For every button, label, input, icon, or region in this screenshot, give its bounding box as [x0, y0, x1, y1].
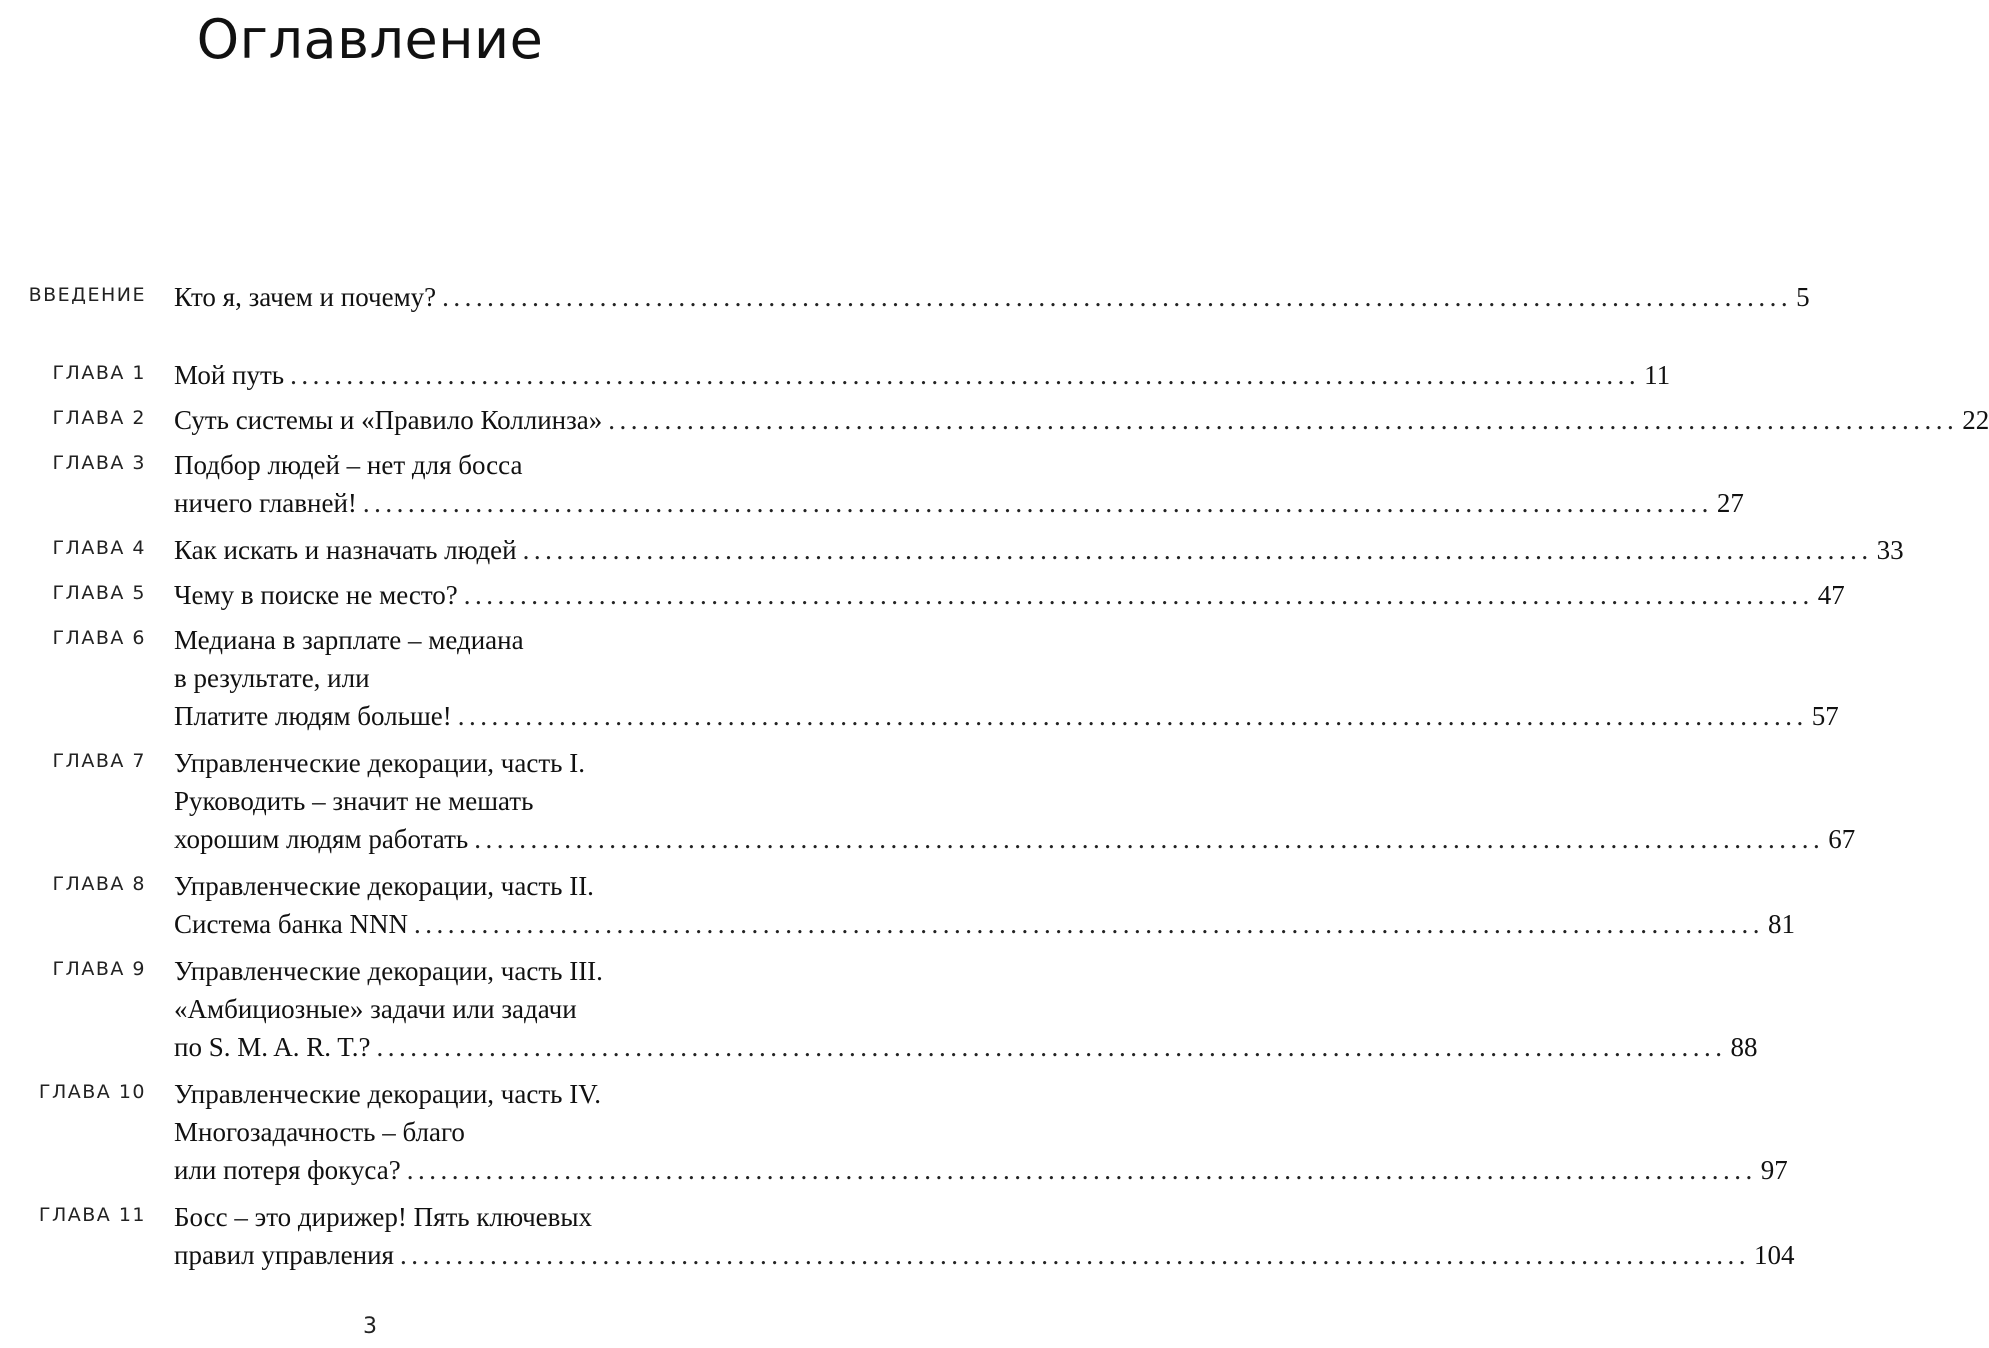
chapter-label: ВВЕДЕНИЕ	[28, 284, 146, 306]
chapter-title-line: Платите людям больше!	[174, 701, 452, 731]
chapter-title-line: Медиана в зарплате – медиана	[174, 625, 524, 655]
chapter-title-line: «Амбициозные» задачи или задачи	[174, 994, 577, 1024]
dot-leader: ........................................................................................................................	[290, 360, 1641, 390]
chapter-label: ГЛАВА 7	[52, 750, 146, 772]
chapter-title-line: по S. M. A. R. T.?	[174, 1032, 371, 1062]
chapter-label: ГЛАВА 5	[52, 582, 146, 604]
chapter-title-line: Управленческие декорации, часть III.	[174, 956, 603, 986]
chapter-title	[174, 952, 1758, 1066]
chapter-title-line: Управленческие декорации, часть II.	[174, 871, 594, 901]
dot-leader: ........................................................................................................................	[376, 1032, 1727, 1062]
chapter-label: ГЛАВА 11	[38, 1204, 146, 1226]
dot-leader: ........................................................................................................................	[608, 405, 1959, 435]
chapter-title	[174, 1075, 1788, 1189]
dot-leader: ........................................................................................................................	[399, 1240, 1750, 1270]
chapter-title-line: ничего главней!	[174, 488, 357, 518]
dot-leader: ........................................................................................................................	[406, 1155, 1757, 1185]
chapter-title	[174, 576, 1845, 614]
chapter-page-number: 33	[1876, 535, 1904, 565]
chapter-title-line: Управленческие декорации, часть IV.	[174, 1079, 601, 1109]
chapter-title-line: Многозадачность – благо	[174, 1117, 465, 1147]
chapter-title-line: Руководить – значит не мешать	[174, 786, 534, 816]
chapter-title-line: хорошим людям работать	[174, 824, 469, 854]
chapter-label: ГЛАВА 9	[52, 958, 146, 980]
chapter-page-number: 88	[1730, 1032, 1758, 1062]
chapter-page-number: 81	[1767, 909, 1795, 939]
chapter-title	[174, 867, 1795, 943]
chapter-page-number: 47	[1817, 580, 1845, 610]
chapter-title	[174, 356, 1671, 394]
chapter-title-line: или потеря фокуса?	[174, 1155, 401, 1185]
chapter-title-line: Подбор людей – нет для босса	[174, 450, 523, 480]
chapter-page-number: 27	[1716, 488, 1744, 518]
chapter-title-line: Мой путь	[174, 360, 285, 390]
dot-leader: ........................................................................................................................	[463, 580, 1814, 610]
chapter-page-number: 57	[1811, 701, 1839, 731]
dot-leader: ........................................................................................................................	[362, 488, 1713, 518]
chapter-label: ГЛАВА 1	[52, 362, 146, 384]
dot-leader: ........................................................................................................................	[442, 282, 1793, 312]
chapter-title	[174, 531, 1904, 569]
chapter-label: ГЛАВА 4	[52, 537, 146, 559]
chapter-title	[174, 1198, 1795, 1274]
chapter-title	[174, 401, 1989, 439]
chapter-title-line: правил управления	[174, 1240, 394, 1270]
chapter-title-line: Суть системы и «Правило Коллинза»	[174, 405, 603, 435]
dot-leader: ........................................................................................................................	[413, 909, 1764, 939]
chapter-page-number: 104	[1753, 1240, 1795, 1270]
chapter-title-line: Кто я, зачем и почему?	[174, 282, 437, 312]
chapter-page-number: 67	[1828, 824, 1856, 854]
chapter-title	[174, 278, 1810, 316]
chapter-label: ГЛАВА 6	[52, 627, 146, 649]
chapter-page-number: 11	[1644, 360, 1671, 390]
chapter-page-number: 22	[1962, 405, 1989, 435]
chapter-title	[174, 446, 1744, 522]
chapter-title-line: в результате, или	[174, 663, 370, 693]
chapter-page-number: 5	[1796, 282, 1810, 312]
chapter-title	[174, 744, 1856, 858]
chapter-title-line: Система банка NNN	[174, 909, 408, 939]
chapter-title	[174, 621, 1839, 735]
chapter-label: ГЛАВА 10	[38, 1081, 146, 1103]
dot-leader: ........................................................................................................................	[457, 701, 1808, 731]
chapter-title-line: Чему в поиске не место?	[174, 580, 458, 610]
dot-leader: ........................................................................................................................	[522, 535, 1873, 565]
chapter-title-line: Босс – это дирижер! Пять ключевых	[174, 1202, 593, 1232]
chapter-label: ГЛАВА 8	[52, 873, 146, 895]
chapter-label: ГЛАВА 3	[52, 452, 146, 474]
chapter-page-number: 97	[1760, 1155, 1788, 1185]
page-number: 3	[363, 1314, 377, 1339]
chapter-title-line: Как искать и назначать людей	[174, 535, 517, 565]
dot-leader: ........................................................................................................................	[474, 824, 1825, 854]
chapter-title-line: Управленческие декорации, часть I.	[174, 748, 585, 778]
chapter-label: ГЛАВА 2	[52, 407, 146, 429]
page-title: Оглавление	[196, 8, 544, 71]
